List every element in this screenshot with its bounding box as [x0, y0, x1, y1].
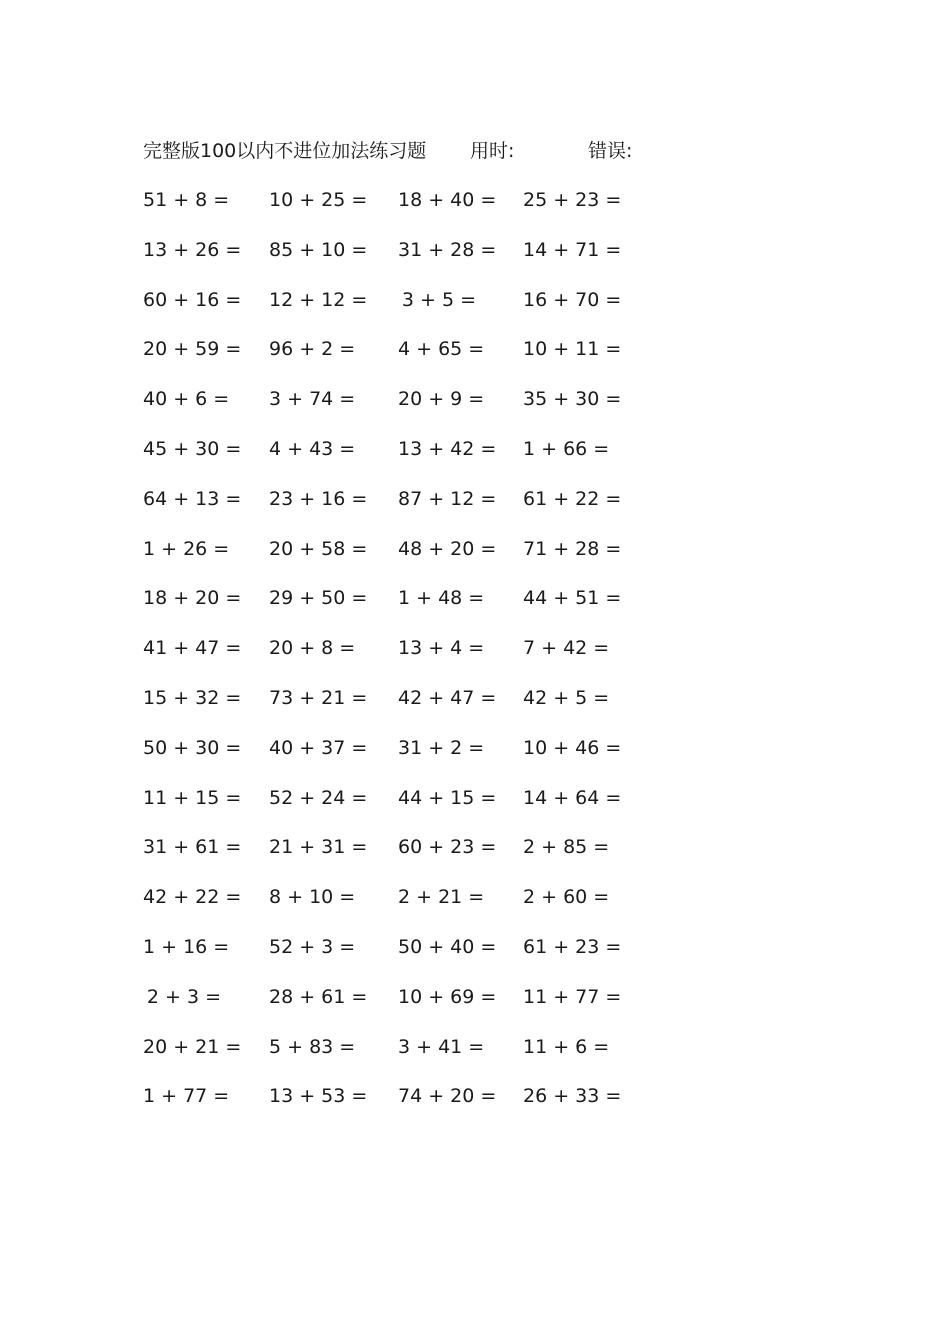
addition-problem: 40 + 37 = — [269, 736, 368, 759]
addition-problem: 23 + 16 = — [269, 487, 368, 510]
addition-problem: 26 + 33 = — [523, 1085, 622, 1108]
addition-problem: 60 + 23 = — [398, 836, 497, 859]
addition-problem: 85 + 10 = — [269, 238, 368, 261]
problem-grid — [143, 184, 643, 1130]
problem-row — [143, 284, 643, 334]
addition-problem: 61 + 22 = — [523, 487, 622, 510]
time-label: 用时: — [470, 140, 515, 162]
addition-problem: 7 + 42 = — [523, 637, 610, 660]
worksheet-title: 完整版100以内不进位加法练习题 — [143, 140, 427, 162]
addition-problem: 41 + 47 = — [143, 637, 242, 660]
addition-problem: 50 + 30 = — [143, 736, 242, 759]
addition-problem: 35 + 30 = — [523, 388, 622, 411]
addition-problem: 10 + 25 = — [269, 189, 368, 211]
addition-problem: 8 + 10 = — [269, 886, 356, 909]
addition-problem: 21 + 31 = — [269, 836, 368, 859]
addition-problem: 52 + 3 = — [269, 935, 356, 958]
addition-problem: 18 + 40 = — [398, 189, 497, 211]
addition-problem: 96 + 2 = — [269, 338, 356, 361]
addition-problem: 10 + 46 = — [523, 736, 622, 759]
addition-problem: 31 + 28 = — [398, 238, 497, 261]
problem-row — [143, 632, 643, 682]
problem-row — [143, 483, 643, 533]
problem-row — [143, 881, 643, 931]
addition-problem: 44 + 15 = — [398, 786, 497, 809]
problem-row — [143, 981, 643, 1031]
addition-problem: 4 + 43 = — [269, 437, 356, 460]
addition-problem: 10 + 69 = — [398, 985, 497, 1008]
problem-row — [143, 1080, 643, 1130]
addition-problem: 74 + 20 = — [398, 1085, 497, 1108]
problem-row — [143, 732, 643, 782]
addition-problem: 1 + 77 = — [143, 1085, 230, 1108]
addition-problem: 20 + 21 = — [143, 1035, 242, 1058]
addition-problem: 3 + 5 = — [401, 288, 477, 311]
addition-problem: 11 + 15 = — [143, 786, 242, 809]
addition-problem: 13 + 4 = — [398, 637, 485, 660]
addition-problem: 42 + 22 = — [143, 886, 242, 909]
addition-problem: 20 + 9 = — [398, 388, 485, 411]
addition-problem: 61 + 23 = — [523, 935, 622, 958]
addition-problem: 40 + 6 = — [143, 388, 230, 411]
addition-problem: 87 + 12 = — [398, 487, 497, 510]
addition-problem: 28 + 61 = — [269, 985, 368, 1008]
errors-label: 错误: — [588, 140, 633, 162]
addition-problem: 10 + 11 = — [523, 338, 622, 361]
addition-problem: 31 + 2 = — [398, 736, 485, 759]
addition-problem: 13 + 26 = — [143, 238, 242, 261]
addition-problem: 11 + 6 = — [523, 1035, 610, 1058]
problem-row — [143, 1031, 643, 1081]
addition-problem: 18 + 20 = — [143, 587, 242, 610]
addition-problem: 4 + 65 = — [398, 338, 485, 361]
addition-problem: 3 + 41 = — [398, 1035, 485, 1058]
addition-problem: 52 + 24 = — [269, 786, 368, 809]
addition-problem: 1 + 26 = — [143, 537, 230, 560]
addition-problem: 20 + 59 = — [143, 338, 242, 361]
problem-row — [143, 234, 643, 284]
problem-row — [143, 383, 643, 433]
addition-problem: 14 + 71 = — [523, 238, 622, 261]
problem-row — [143, 582, 643, 632]
problem-row — [143, 533, 643, 583]
addition-problem: 64 + 13 = — [143, 487, 242, 510]
addition-problem: 15 + 32 = — [143, 686, 242, 709]
addition-problem: 1 + 66 = — [523, 437, 610, 460]
problem-row — [143, 184, 643, 234]
addition-problem: 1 + 16 = — [143, 935, 230, 958]
addition-problem: 13 + 53 = — [269, 1085, 368, 1108]
addition-problem: 45 + 30 = — [143, 437, 242, 460]
addition-problem: 60 + 16 = — [143, 288, 242, 311]
addition-problem: 25 + 23 = — [523, 189, 622, 211]
addition-problem: 1 + 48 = — [398, 587, 485, 610]
addition-problem: 29 + 50 = — [269, 587, 368, 610]
addition-problem: 14 + 64 = — [523, 786, 622, 809]
problem-row — [143, 682, 643, 732]
addition-problem: 73 + 21 = — [269, 686, 368, 709]
problem-row — [143, 931, 643, 981]
addition-problem: 20 + 8 = — [269, 637, 356, 660]
addition-problem: 31 + 61 = — [143, 836, 242, 859]
addition-problem: 5 + 83 = — [269, 1035, 356, 1058]
problem-row — [143, 433, 643, 483]
addition-problem: 42 + 47 = — [398, 686, 497, 709]
addition-problem: 12 + 12 = — [269, 288, 368, 311]
addition-problem: 71 + 28 = — [523, 537, 622, 560]
addition-problem: 50 + 40 = — [398, 935, 497, 958]
addition-problem: 13 + 42 = — [398, 437, 497, 460]
addition-problem: 3 + 74 = — [269, 388, 356, 411]
problem-row — [143, 333, 643, 383]
addition-problem: 2 + 60 = — [523, 886, 610, 909]
addition-problem: 2 + 3 = — [146, 985, 222, 1008]
addition-problem: 51 + 8 = — [143, 189, 230, 211]
addition-problem: 20 + 58 = — [269, 537, 368, 560]
addition-problem: 16 + 70 = — [523, 288, 622, 311]
addition-problem: 44 + 51 = — [523, 587, 622, 610]
worksheet-header — [143, 136, 703, 166]
addition-problem: 42 + 5 = — [523, 686, 610, 709]
addition-problem: 48 + 20 = — [398, 537, 497, 560]
addition-problem: 2 + 21 = — [398, 886, 485, 909]
problem-row — [143, 782, 643, 832]
addition-problem: 11 + 77 = — [523, 985, 622, 1008]
addition-problem: 2 + 85 = — [523, 836, 610, 859]
problem-row — [143, 831, 643, 881]
